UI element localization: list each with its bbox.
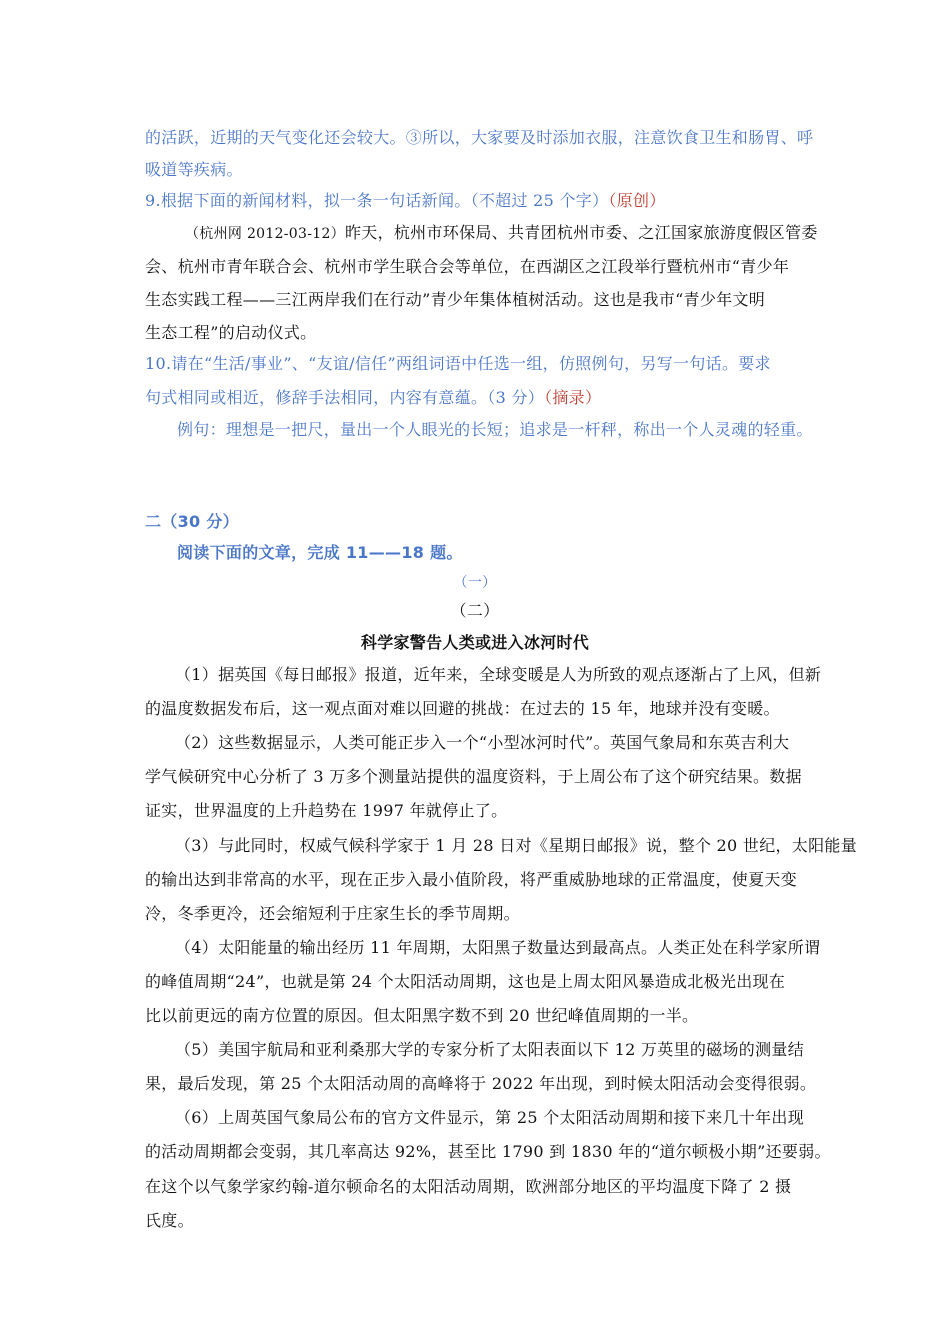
- article-line: （5）美国宇航局和亚利桑那大学的专家分析了太阳表面以下 12 万英里的磁场的测量结: [175, 1040, 805, 1059]
- paragraph-line: 的活跃，近期的天气变化还会较大。③所以，大家要及时添加衣服，注意饮食卫生和肠胃、呼: [145, 128, 814, 147]
- article-line: 的活动周期都会变弱，其几率高达 92%，甚至比 1790 到 1830 年的“道尔顿极小期”还要弱。: [145, 1142, 831, 1161]
- news-source: （杭州网 2012-03-12）: [185, 226, 345, 242]
- article-line: 的输出达到非常高的水平，现在正步入最小值阶段，将严重威胁地球的正常温度，使夏天变: [145, 870, 798, 889]
- article-line: 学气候研究中心分析了 3 万多个测量站提供的温度资料，于上周公布了这个研究结果。数据: [145, 767, 802, 786]
- question-10-text: 句式相同或相近，修辞手法相同，内容有意蕴。（3 分）: [145, 388, 545, 407]
- article-line: （3）与此同时，权威气候科学家于 1 月 28 日对《星期日邮报》说，整个 20 世纪，太阳能量: [175, 836, 857, 855]
- article-line: 的峰值周期“24”，也就是第 24 个太阳活动周期，这也是上周太阳风暴造成北极光出现在: [145, 972, 786, 991]
- paragraph-line: 吸道等疾病。: [145, 160, 243, 179]
- news-first-line: [185, 222, 818, 245]
- article-line: 果，最后发现，第 25 个太阳活动周的高峰将于 2022 年出现，到时候太阳活动会变得很弱。: [145, 1074, 817, 1093]
- article-line: 比以前更远的南方位置的原因。但太阳黑字数不到 20 世纪峰值周期的一半。: [145, 1006, 699, 1025]
- news-line: 生态工程”的启动仪式。: [145, 323, 317, 342]
- section-instruction: 阅读下面的文章，完成 11——18 题。: [177, 543, 463, 562]
- question-10-line1: 10.请在“生活/事业”、“友谊/信任”两组词语中任选一组，仿照例句，另写一句话。要求: [145, 354, 771, 373]
- subsection-label-1: （一）: [453, 575, 497, 591]
- article-line: 氏度。: [145, 1211, 194, 1230]
- article-title: 科学家警告人类或进入冰河时代: [360, 633, 590, 652]
- article-line: （1）据英国《每日邮报》报道，近年来，全球变暖是人为所致的观点逐渐占了上风，但新: [175, 665, 822, 684]
- news-text: 昨天，杭州市环保局、共青团杭州市委、之江国家旅游度假区管委: [344, 223, 818, 242]
- article-line: （6）上周英国气象局公布的官方文件显示，第 25 个太阳活动周期和接下来几十年出现: [175, 1108, 805, 1127]
- subsection-label-2: （二）: [450, 601, 500, 620]
- article-line: 证实，世界温度的上升趋势在 1997 年就停止了。: [145, 801, 508, 820]
- article-line: 冷，冬季更冷，还会缩短利于庄家生长的季节周期。: [145, 904, 520, 923]
- article-line: 在这个以气象学家约翰-道尔顿命名的太阳活动周期，欧洲部分地区的平均温度下降了 2 摄: [145, 1177, 792, 1196]
- news-line: 会、杭州市青年联合会、杭州市学生联合会等单位，在西湖区之江段举行暨杭州市“青少年: [145, 257, 790, 276]
- news-line: 生态实践工程——三江两岸我们在行动”青少年集体植树活动。这也是我市“青少年文明: [145, 290, 766, 309]
- question-10-tag: （摘录）: [544, 388, 602, 407]
- question-9: [145, 190, 666, 212]
- question-10-line2: [145, 387, 601, 409]
- question-9-tag: （原创）: [608, 191, 666, 210]
- article-line: 的温度数据发布后，这一观点面对难以回避的挑战：在过去的 15 年，地球并没有变暖。: [145, 699, 780, 718]
- section-heading: 二（30 分）: [145, 512, 239, 531]
- example-sentence: 例句：理想是一把尺，量出一个人眼光的长短；追求是一杆秤，称出一个人灵魂的轻重。: [177, 420, 813, 439]
- question-9-text: 9.根据下面的新闻材料，拟一条一句话新闻。（不超过 25 个字）: [145, 191, 609, 210]
- article-line: （4）太阳能量的输出经历 11 年周期，太阳黑子数量达到最高点。人类正处在科学家所谓: [175, 938, 821, 957]
- article-line: （2）这些数据显示，人类可能正步入一个“小型冰河时代”。英国气象局和东英吉利大: [175, 733, 790, 752]
